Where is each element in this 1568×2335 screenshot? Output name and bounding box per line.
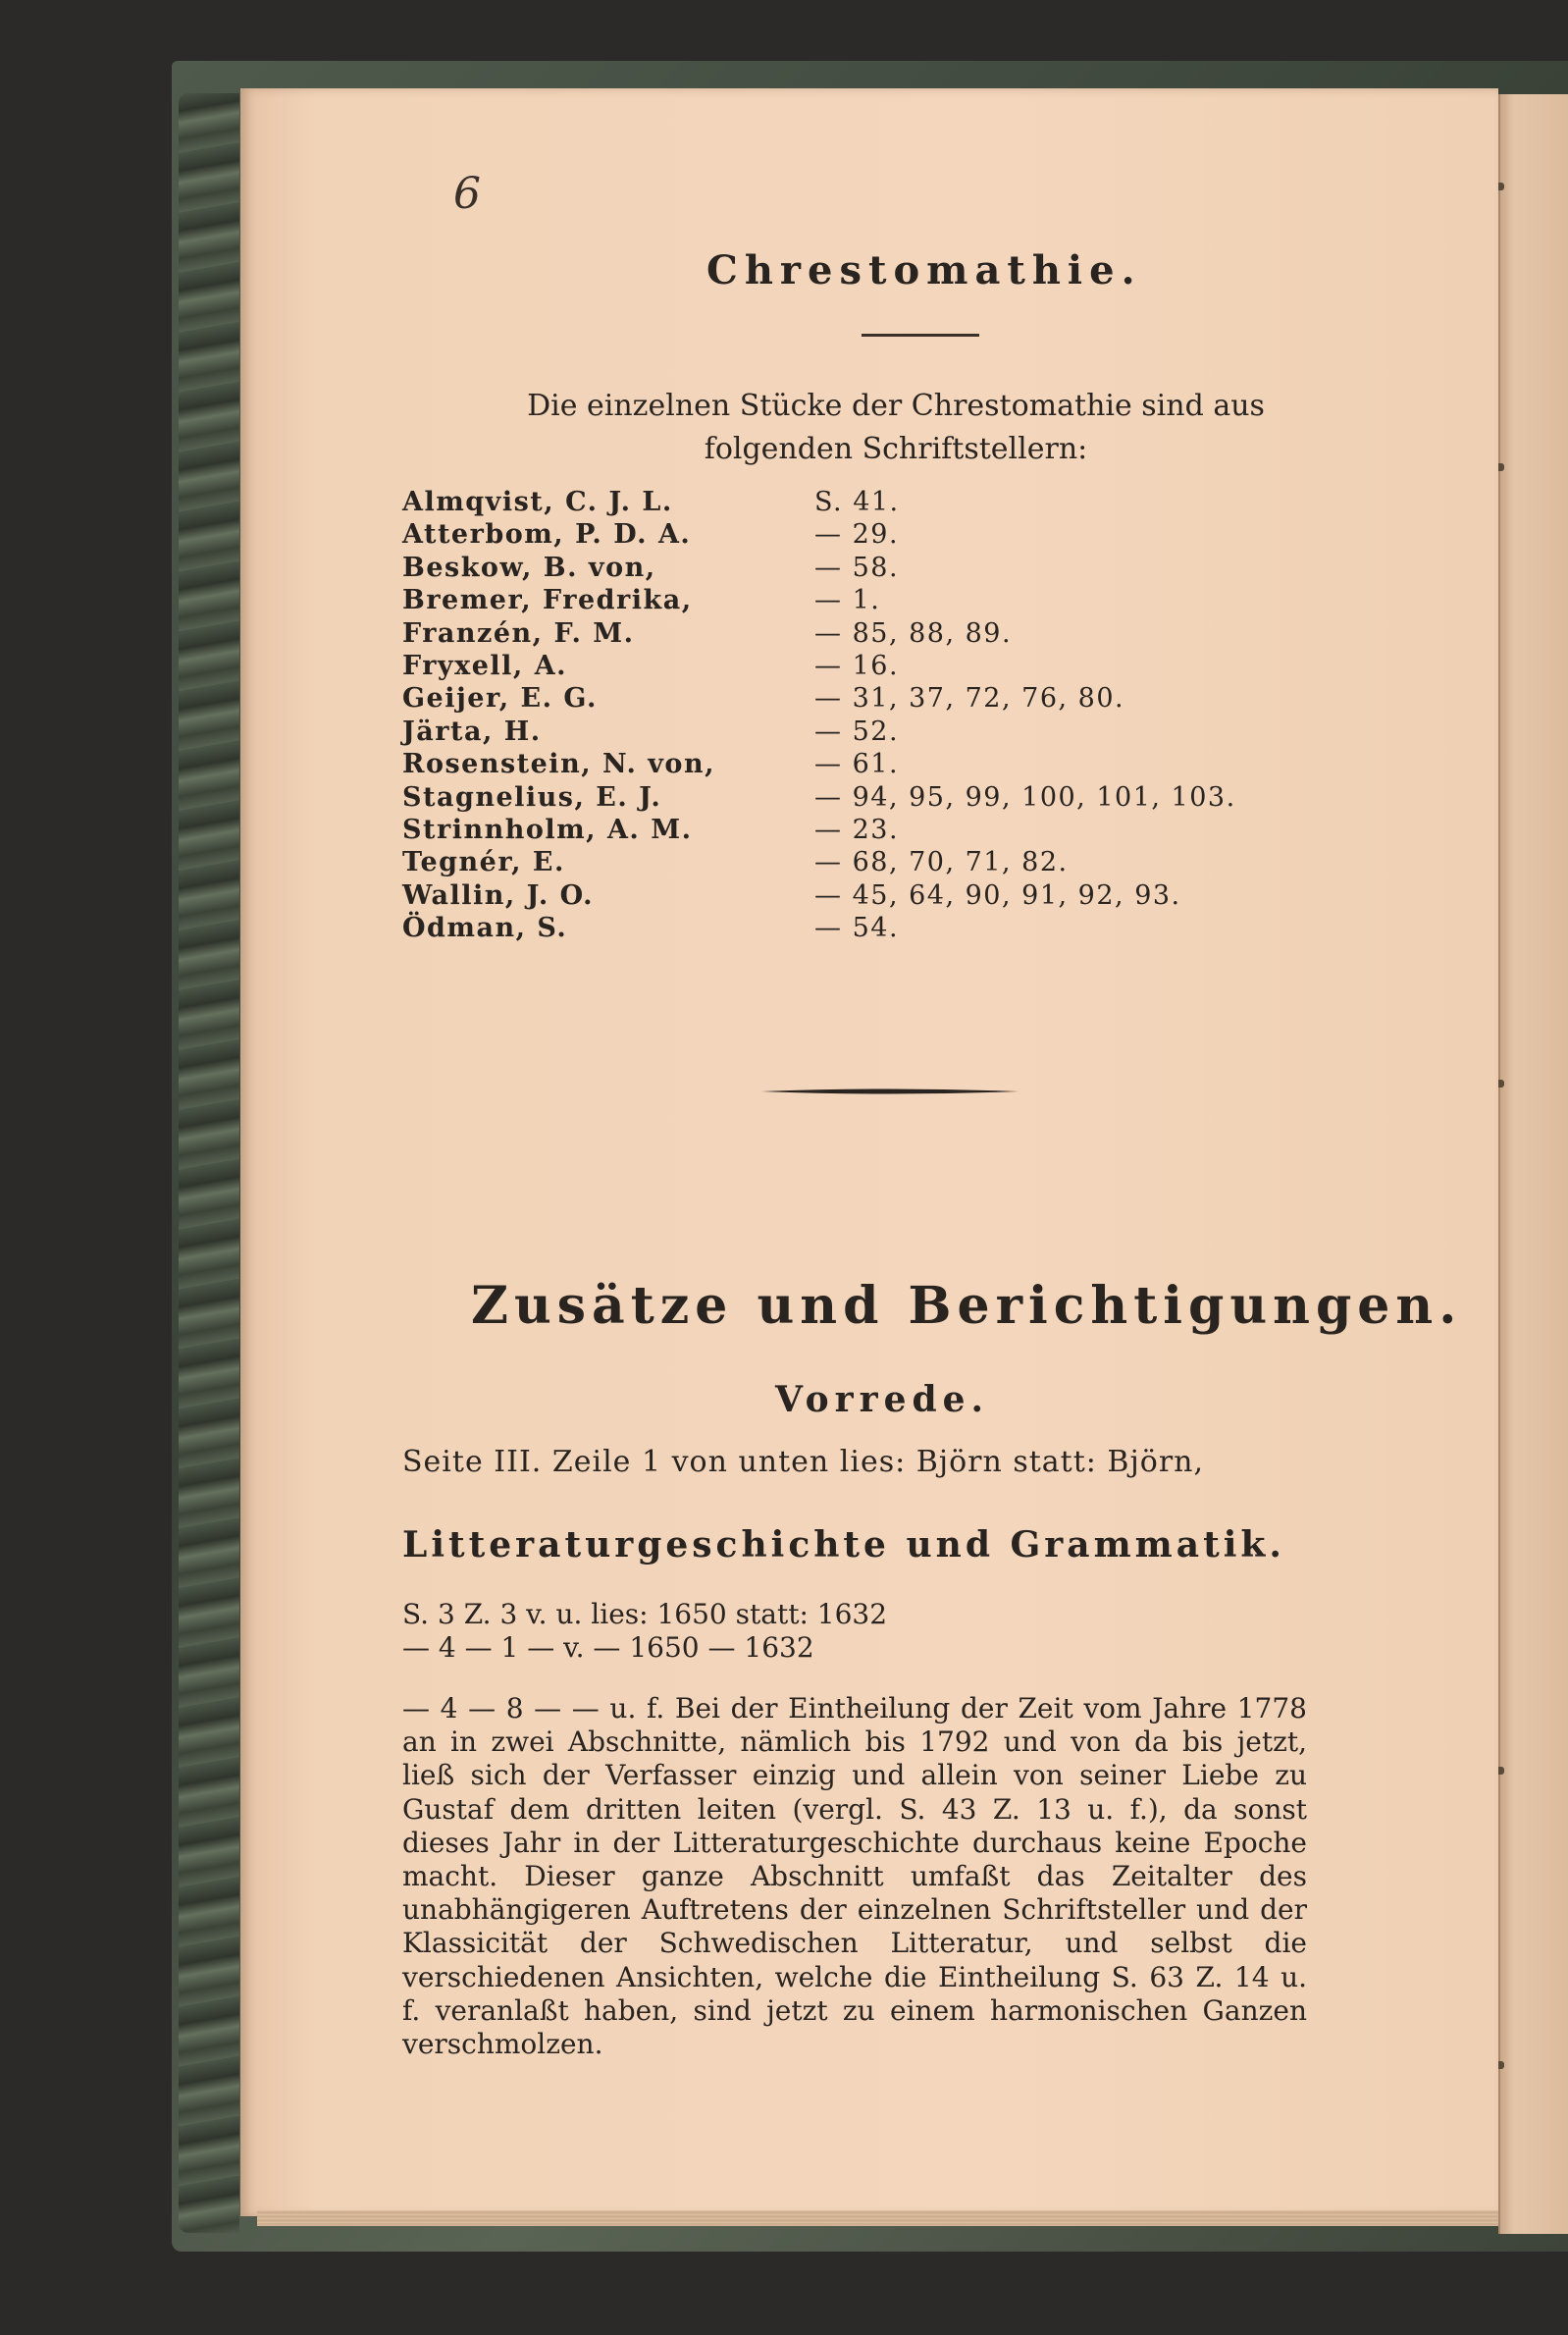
- author-pages: — 1.: [814, 585, 881, 616]
- author-row: [402, 716, 1315, 749]
- author-pages: — 52.: [814, 716, 900, 747]
- author-name: Stagnelius, E. J.: [402, 781, 662, 813]
- zusaetze-heading: Zusätze und Berichtigungen.: [471, 1276, 1463, 1336]
- author-pages: — 94, 95, 99, 100, 101, 103.: [814, 781, 1236, 813]
- litteratur-heading: Litteraturgeschichte und Grammatik.: [402, 1524, 1285, 1566]
- author-name: Bremer, Fredrika,: [402, 585, 693, 616]
- correction-lines: [402, 1598, 1305, 1665]
- author-row: [402, 618, 1315, 651]
- correction-line: S. 3 Z. 3 v. u. lies: 1650 statt: 1632: [402, 1598, 888, 1630]
- author-name: Ödman, S.: [402, 913, 568, 944]
- page-bottom-edge: [257, 2210, 1498, 2226]
- author-name: Franzén, F. M.: [402, 617, 635, 649]
- author-row: [402, 585, 1315, 617]
- author-name: Beskow, B. von,: [402, 552, 656, 583]
- author-pages: — 23.: [814, 814, 900, 845]
- author-row: [402, 913, 1315, 945]
- author-pages: — 31, 37, 72, 76, 80.: [814, 683, 1125, 715]
- ornamental-rule-icon: [761, 1088, 1019, 1095]
- page-number: 6: [453, 169, 481, 219]
- author-row: [402, 847, 1315, 879]
- author-pages: — 54.: [814, 913, 900, 944]
- author-pages: — 68, 70, 71, 82.: [814, 847, 1069, 878]
- author-pages: — 85, 88, 89.: [814, 617, 1013, 649]
- author-row: [402, 487, 1315, 519]
- author-name: Fryxell, A.: [402, 650, 568, 681]
- author-name: Järta, H.: [402, 716, 542, 747]
- author-pages: — 45, 64, 90, 91, 92, 93.: [814, 879, 1181, 911]
- author-row: [402, 815, 1315, 847]
- author-pages: — 16.: [814, 650, 900, 681]
- chrestomathie-heading: Chrestomathie.: [706, 247, 1142, 293]
- author-row: [402, 683, 1315, 716]
- vorrede-heading: Vorrede.: [775, 1379, 990, 1420]
- author-pages: — 29.: [814, 519, 900, 551]
- page-block-edge: [1498, 94, 1568, 2234]
- correction-paragraph: — 4 — 8 — — u. f. Bei der Eintheilung der Zeit vom Jahre 1778 an in zwei Abschnitte, nämlich bis 1792 und von da bis jetzt, ließ sich der Verfasser einzig und allein von seiner Liebe zu Gustaf dem dritten leiten (vergl. S. 43 Z. 13 u. f.), da sonst dieses Jahr in der Litteraturgeschichte durchaus keine Epoche macht. Dieser ganze Abschnitt umfaßt das Zeitalter des unabhängigeren Auftretens der einzelnen Schriftsteller und der Klassicität der Schwedischen Litteratur, und selbst die verschiedenen Ansichten, welche die Eintheilung S. 63 Z. 14 u. f. veranlaßt haben, sind jetzt zu einem harmonischen Ganzen verschmolzen.: [402, 1692, 1307, 2061]
- author-row: [402, 880, 1315, 913]
- author-name: Wallin, J. O.: [402, 879, 594, 911]
- author-list: [402, 487, 1315, 945]
- author-row: [402, 749, 1315, 781]
- author-name: Atterbom, P. D. A.: [402, 519, 692, 551]
- heading-rule: [862, 334, 979, 337]
- vorrede-correction: Seite III. Zeile 1 von unten lies: Björn statt: Björn,: [402, 1445, 1205, 1479]
- author-row: [402, 519, 1315, 552]
- author-row: [402, 782, 1315, 815]
- author-name: Rosenstein, N. von,: [402, 749, 715, 780]
- author-row: [402, 553, 1315, 585]
- author-name: Geijer, E. G.: [402, 683, 598, 715]
- correction-line: — 4 — 1 — v. — 1650 — 1632: [402, 1631, 814, 1664]
- author-row: [402, 651, 1315, 683]
- author-name: Almqvist, C. J. L.: [402, 487, 673, 517]
- author-pages: — 61.: [814, 749, 900, 780]
- author-pages: S. 41.: [814, 487, 900, 517]
- chrestomathie-intro: Die einzelnen Stücke der Chrestomathie sind aus folgenden Schriftstellern:: [527, 389, 1265, 466]
- author-name: Tegnér, E.: [402, 847, 565, 878]
- author-name: Strinnholm, A. M.: [402, 814, 693, 845]
- author-pages: — 58.: [814, 552, 900, 583]
- marbled-book-edge: [179, 93, 239, 2233]
